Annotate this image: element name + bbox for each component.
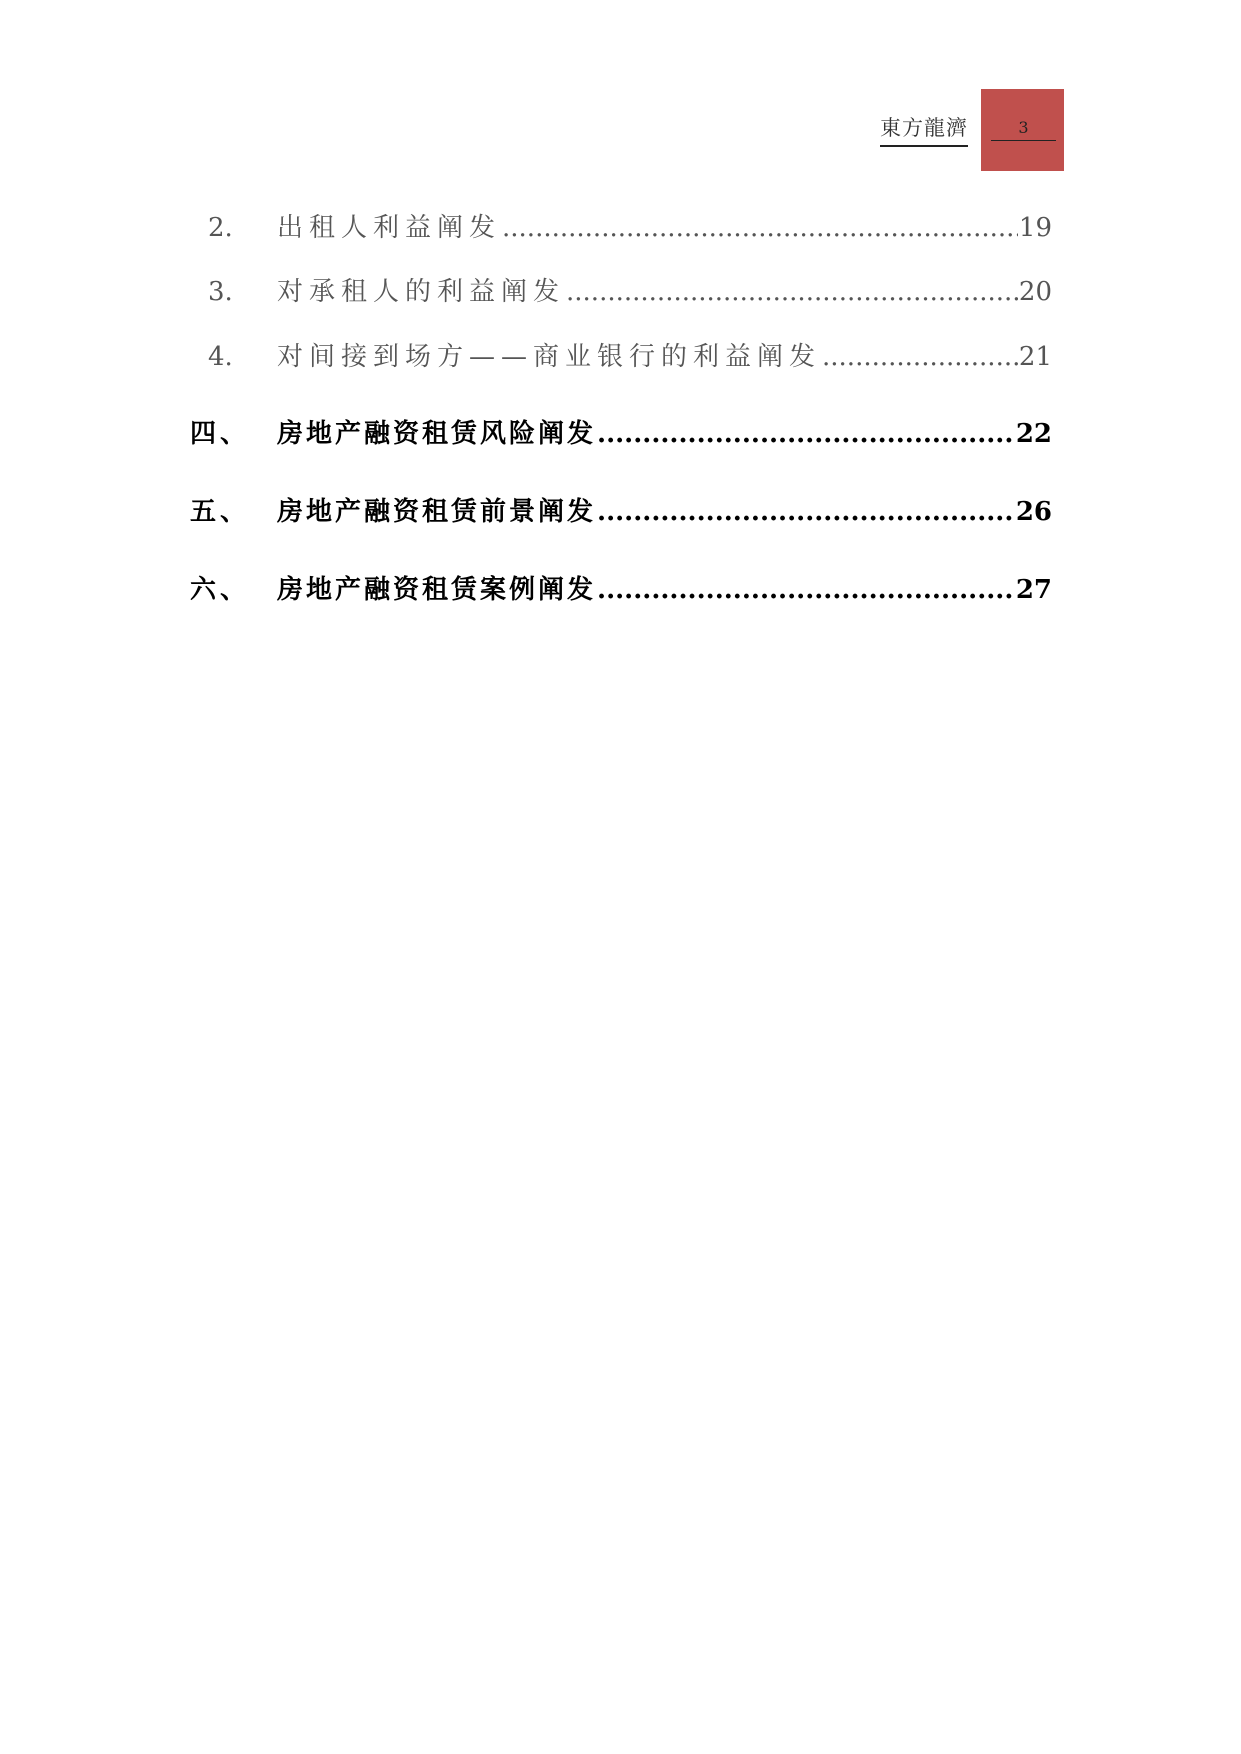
toc-dot-leader [822,337,1018,377]
toc-entry-page: 19 [1018,213,1052,243]
header-brand: 東方龍濟 [880,114,968,147]
toc-entry[interactable] [190,414,1052,454]
toc-entry-page: 22 [1015,419,1052,449]
toc-entry-number: 3. [208,277,233,307]
toc-dot-leader [597,414,1015,454]
toc-entry[interactable] [190,570,1052,610]
toc-entry-title: 房地产融资租赁前景阐发 [277,497,597,527]
toc-entry-number: 五、 [190,497,251,527]
toc-entry-number: 2. [208,213,233,243]
toc-dot-leader [566,272,1018,312]
page-header [0,0,1241,175]
toc-entry[interactable] [190,337,1052,377]
toc-entry-page: 27 [1015,575,1052,605]
toc-entry-number: 4. [208,342,233,372]
toc-entry-page: 20 [1018,277,1052,307]
toc-entry[interactable] [190,272,1052,312]
page-number-box [981,89,1064,171]
toc-entry[interactable] [190,208,1052,248]
toc-dot-leader [597,570,1015,610]
toc-entry-title: 对间接到场方——商业银行的利益阐发 [277,342,822,372]
toc-entry-number: 四、 [190,419,251,449]
toc-dot-leader [597,492,1015,532]
toc-entry-page: 26 [1015,497,1052,527]
toc-dot-leader [502,208,1018,248]
toc-entry-title: 房地产融资租赁案例阐发 [277,575,597,605]
toc-entry[interactable] [190,492,1052,532]
toc-entry-number: 六、 [190,575,251,605]
page-number: 3 [991,117,1056,141]
toc-entry-page: 21 [1018,342,1052,372]
toc-entry-title: 对承租人的利益阐发 [277,277,566,307]
toc-entry-title: 房地产融资租赁风险阐发 [277,419,597,449]
toc-entry-title: 出租人利益阐发 [277,213,502,243]
